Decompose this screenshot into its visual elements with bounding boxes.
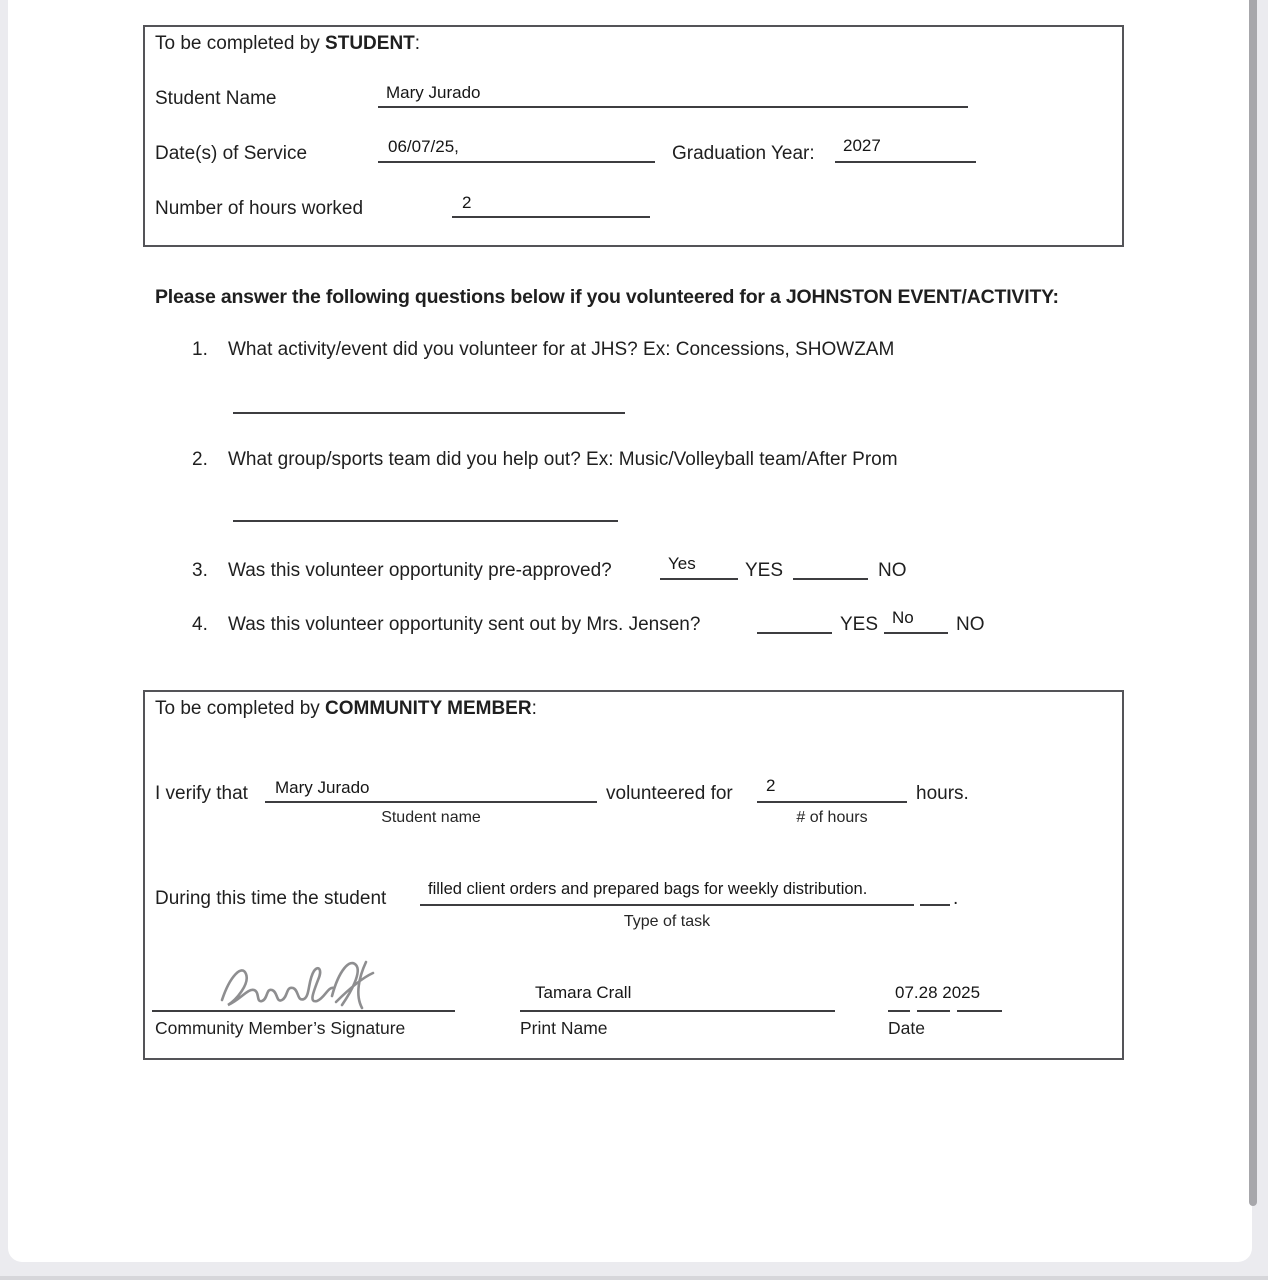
community-title-prefix: To be completed by <box>155 698 326 719</box>
community-title-bold: COMMUNITY MEMBER <box>325 698 532 719</box>
date-value: 07.28 2025 <box>895 983 981 1002</box>
task-period: . <box>953 888 959 909</box>
question-4-yes-label: YES <box>840 614 879 635</box>
task-value: filled client orders and prepared bags for weekly distribution. <box>428 880 868 898</box>
question-3-yes-label: YES <box>745 560 784 581</box>
hours-worked-label: Number of hours worked <box>155 198 364 219</box>
date-line-day <box>917 990 950 1012</box>
graduation-year-label: Graduation Year: <box>672 143 815 164</box>
service-dates-value: 06/07/25, <box>388 137 459 156</box>
date-line-year <box>957 990 1002 1012</box>
question-4-no-written: No <box>892 608 914 627</box>
student-name-value: Mary Jurado <box>386 83 481 102</box>
signature-line <box>152 990 455 1012</box>
question-2-number: 2. <box>192 449 208 470</box>
questions-heading: Please answer the following questions below if you volunteered for a JOHNSTON EVENT/ACTIVITY: <box>155 286 1059 308</box>
task-sublabel: Type of task <box>623 913 711 930</box>
viewer-bottom-edge <box>0 1276 1268 1280</box>
question-4-number: 4. <box>192 614 208 635</box>
question-4-no-label: NO <box>956 614 985 635</box>
signature-label: Community Member’s Signature <box>155 1018 406 1038</box>
student-name-label: Student Name <box>155 88 277 109</box>
verified-hours-value: 2 <box>766 776 776 795</box>
question-3-yes-written: Yes <box>668 554 696 573</box>
question-3-text: Was this volunteer opportunity pre-approved? <box>228 560 612 581</box>
question-4-text: Was this volunteer opportunity sent out by Mrs. Jensen? <box>228 614 701 635</box>
hours-worked-value: 2 <box>462 193 472 212</box>
print-name-value: Tamara Crall <box>535 983 632 1002</box>
graduation-year-value: 2027 <box>843 136 881 155</box>
question-3-yes-line <box>660 558 738 580</box>
question-2-answer-line <box>233 500 618 522</box>
task-prefix: During this time the student <box>155 888 387 909</box>
question-3-no-label: NO <box>878 560 907 581</box>
question-2-text: What group/sports team did you help out? Ex: Music/Volleyball team/After Prom <box>228 449 898 470</box>
verify-suffix: hours. <box>916 783 969 804</box>
task-extra-line <box>920 884 950 906</box>
question-3-number: 3. <box>192 560 208 581</box>
verify-middle: volunteered for <box>606 783 733 804</box>
community-section-title <box>155 698 537 721</box>
student-section-title <box>155 33 420 56</box>
hours-worked-line <box>452 196 650 218</box>
question-4-no-line <box>884 612 948 634</box>
print-name-label: Print Name <box>520 1018 608 1038</box>
print-name-line <box>520 990 835 1012</box>
verify-prefix: I verify that <box>155 783 248 804</box>
question-1-number: 1. <box>192 339 208 360</box>
scrollbar-thumb[interactable] <box>1249 0 1257 1206</box>
question-1-text: What activity/event did you volunteer for at JHS? Ex: Concessions, SHOWZAM <box>228 339 895 360</box>
question-3-no-line <box>793 558 868 580</box>
student-title-bold: STUDENT <box>325 33 415 54</box>
question-4-yes-line <box>757 612 832 634</box>
question-1-answer-line <box>233 392 625 414</box>
verified-hours-line <box>757 781 907 803</box>
student-title-colon: : <box>414 33 421 54</box>
student-title-prefix: To be completed by <box>155 33 326 54</box>
date-label: Date <box>888 1018 925 1038</box>
hours-sublabel: # of hours <box>796 809 868 826</box>
date-line-month <box>888 990 910 1012</box>
student-name-sublabel: Student name <box>381 809 481 826</box>
service-dates-label: Date(s) of Service <box>155 143 308 164</box>
verified-student-name-value: Mary Jurado <box>275 778 370 797</box>
community-title-colon: : <box>531 698 537 719</box>
